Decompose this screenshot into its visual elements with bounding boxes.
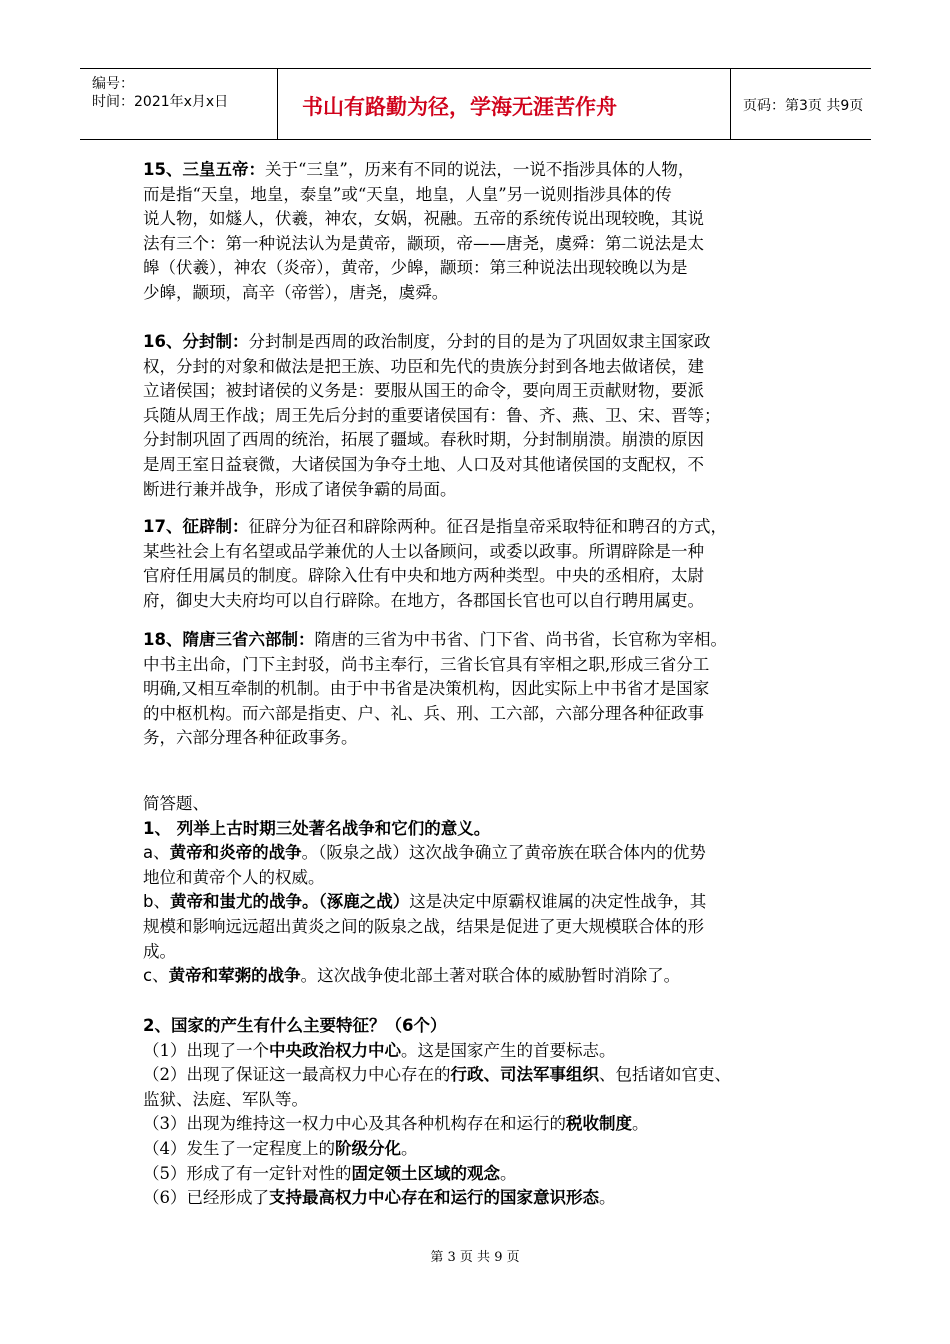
page-info: 页码：第3页 共9页 — [743, 98, 864, 114]
section-title: 17、征辟制： — [143, 517, 249, 536]
list-item: （2）出现了保证这一最高权力中心存在的行政、司法军事组织、包括诸如官吏、 — [143, 1065, 731, 1085]
question-2-title: 2、国家的产生有什么主要特征？（6个） — [143, 1016, 447, 1035]
page-footer: 第 3 页 共 9 页 — [430, 1250, 520, 1265]
list-item-cont: 监狱、法庭、军队等。 — [143, 1089, 308, 1109]
question-1-title: 1、 列举上古时期三处著名战争和它们的意义。 — [143, 818, 491, 838]
section-text: 务，六部分理各种征政事务。 — [143, 728, 358, 748]
section-text: 的中枢机构。而六部是指吏、户、礼、兵、刑、工六部，六部分理各种征政事 — [143, 703, 704, 723]
section-title: 15、三皇五帝： — [143, 160, 265, 179]
question-2 — [143, 1014, 823, 1211]
section-text: 明确,又相互牵制的机制。由于中书省是决策机构，因此实际上中书省才是国家 — [143, 679, 710, 699]
list-item: （6）已经形成了支持最高权力中心存在和运行的国家意识形态。 — [143, 1188, 616, 1208]
list-item: （5）形成了有一定针对性的固定领土区域的观念。 — [143, 1163, 517, 1183]
section-text: 而是指“天皇，地皇，泰皇”或“天皇，地皇，人皇”另一说则指涉具体的传 — [143, 184, 672, 204]
document-number-label: 编号： — [92, 76, 134, 92]
section-text: 中书主出命，门下主封驳，尚书主奉行，三省长官具有宰相之职,形成三省分工 — [143, 654, 710, 674]
section-text: 皞（伏羲），神农（炎帝），黄帝，少皞，颛顼：第三种说法出现较晚以为是 — [143, 258, 688, 278]
section-text: 是周王室日益衰微，大诸侯国为争夺土地、人口及对其他诸侯国的支配权，不 — [143, 454, 704, 474]
list-item: （4）发生了一定程度上的阶级分化。 — [143, 1138, 418, 1158]
section-16 — [143, 330, 823, 502]
section-text: 某些社会上有名望或品学兼优的人士以备顾问，或委以政事。所谓辟除是一种 — [143, 541, 704, 561]
short-answer-section — [143, 792, 823, 989]
section-text: 官府任用属员的制度。辟除入仕有中央和地方两种类型。中央的丞相府，太尉 — [143, 566, 704, 586]
section-17 — [143, 515, 823, 613]
answer-a: a、黄帝和炎帝的战争。（阪泉之战）这次战争确立了黄帝族在联合体内的优势 — [143, 843, 706, 863]
section-text: 分封制是西周的政治制度，分封的目的是为了巩固奴隶主国家政 — [248, 332, 711, 351]
list-item: （1）出现了一个中央政治权力中心。这是国家产生的首要标志。 — [143, 1040, 616, 1060]
answer-b: b、黄帝和蚩尤的战争。（涿鹿之战）这是决定中原霸权谁属的决定性战争，其 — [143, 892, 707, 912]
section-text: 分封制巩固了西周的统治，拓展了疆域。春秋时期，分封制崩溃。崩溃的原因 — [143, 430, 704, 450]
section-title: 18、隋唐三省六部制： — [143, 630, 315, 649]
page-header — [80, 68, 871, 140]
section-text: 说人物，如燧人，伏羲，神农，女娲，祝融。五帝的系统传说出现较晚，其说 — [143, 209, 704, 229]
section-text: 少皞，颛顼，高辛（帝喾），唐尧，虞舜。 — [143, 282, 449, 302]
header-motto-cell — [277, 69, 731, 139]
section-text: 征辟分为征召和辟除两种。征召是指皇帝采取特征和聘召的方式， — [248, 517, 727, 536]
answer-c: c、黄帝和荤粥的战争。这次战争使北部土著对联合体的威胁暂时消除了。 — [143, 966, 681, 986]
motto-text: 书山有路勤为径，学海无涯苦作舟 — [302, 95, 617, 119]
list-item: （3）出现为维持这一权力中心及其各种机构存在和运行的税收制度。 — [143, 1114, 649, 1134]
header-left-cell — [80, 69, 277, 139]
section-text: 兵随从周王作战；周王先后分封的重要诸侯国有：鲁、齐、燕、卫、宋、晋等； — [143, 405, 721, 425]
header-page-cell — [731, 69, 871, 139]
section-text: 立诸侯国；被封诸侯的义务是：要服从国王的命令，要向周王贡献财物，要派 — [143, 381, 704, 401]
answer-a-cont: 地位和黄帝个人的权威。 — [143, 867, 325, 887]
section-text: 断进行兼并战争，形成了诸侯争霸的局面。 — [143, 479, 457, 499]
section-text: 隋唐的三省为中书省、门下省、尚书省，长官称为宰相。 — [314, 630, 727, 649]
section-text: 府，御史大夫府均可以自行辟除。在地方，各郡国长官也可以自行聘用属吏。 — [143, 590, 704, 610]
section-text: 权，分封的对象和做法是把王族、功臣和先代的贵族分封到各地去做诸侯，建 — [143, 356, 704, 376]
section-title: 16、分封制： — [143, 332, 249, 351]
answer-b-cont: 规模和影响远远超出黄炎之间的阪泉之战，结果是促进了更大规模联合体的形 — [143, 916, 704, 936]
section-18 — [143, 628, 823, 751]
document-time-label: 时间：2021年x月x日 — [92, 94, 229, 110]
section-text: 法有三个：第一种说法认为是黄帝，颛顼，帝——唐尧，虞舜：第二说法是太 — [143, 233, 704, 253]
answer-b-cont: 成。 — [143, 941, 176, 961]
section-15 — [143, 158, 823, 306]
section-text: 关于“三皇”，历来有不同的说法，一说不指涉具体的人物， — [264, 160, 695, 179]
short-answer-heading: 简答题、 — [143, 794, 209, 813]
